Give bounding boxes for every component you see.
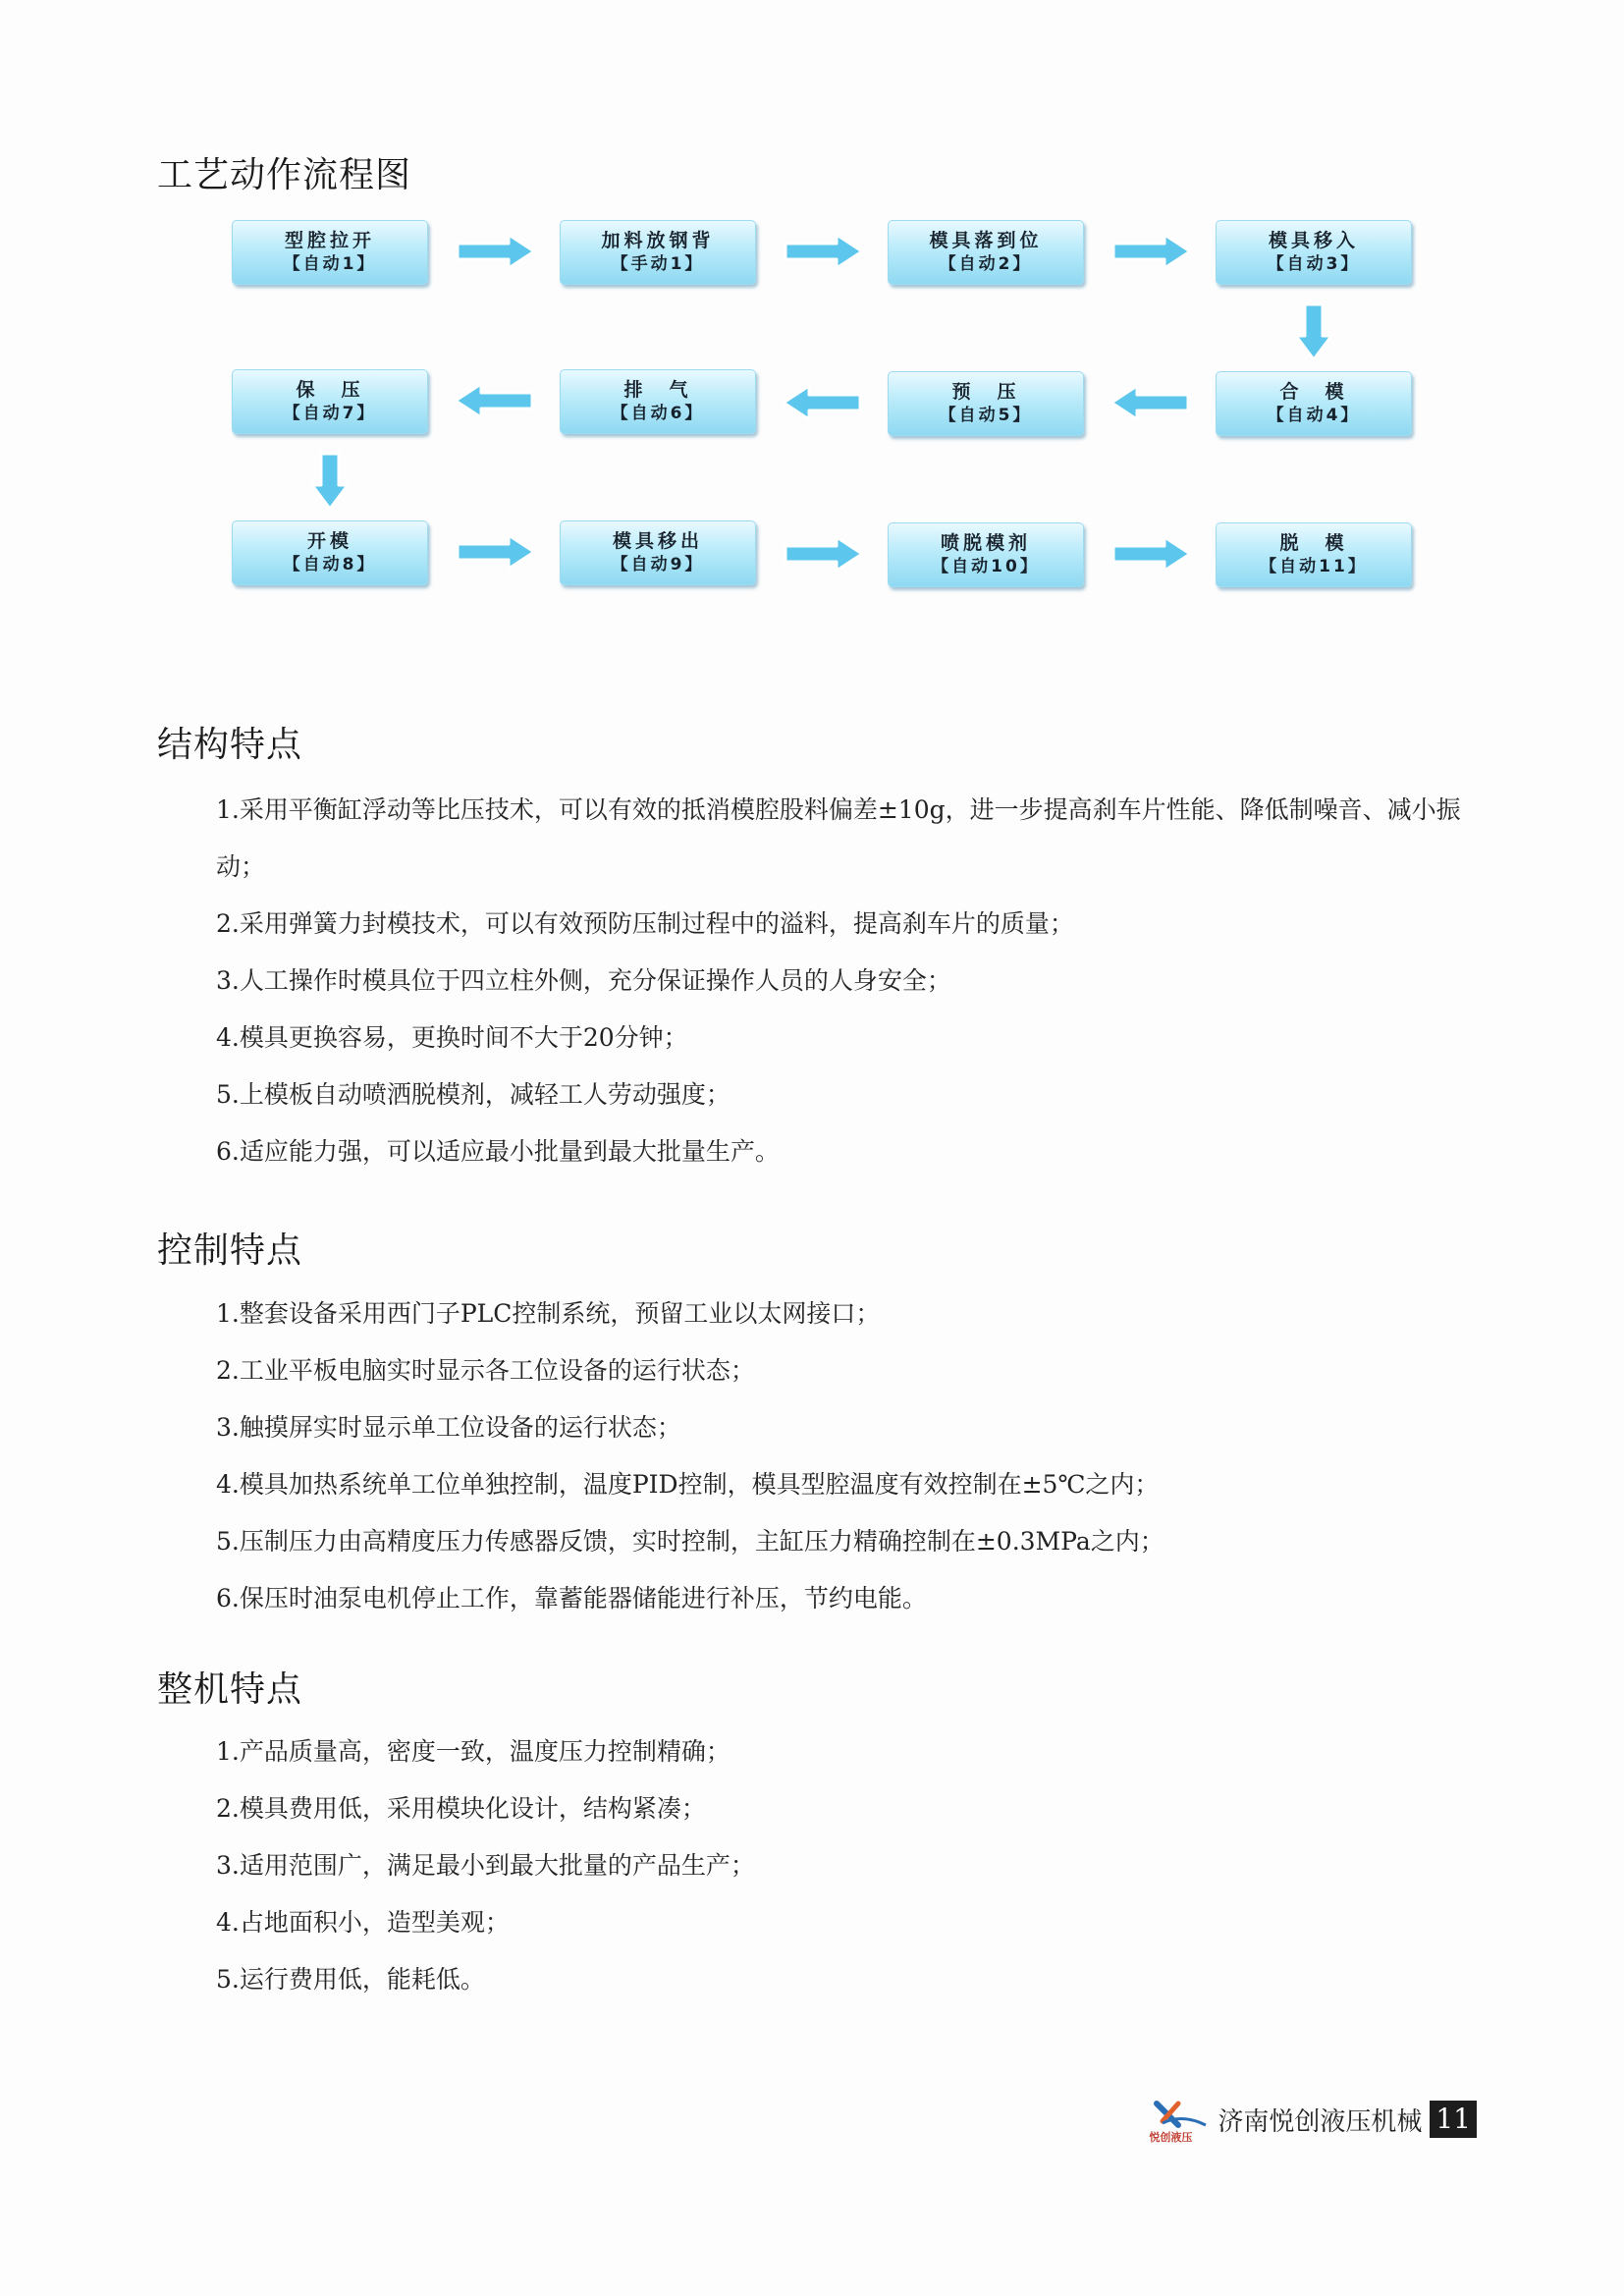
flow-step-4: 模具移入 【自动3】 [1216,220,1412,285]
flow-step-1: 型腔拉开 【自动1】 [232,220,428,285]
list-item: 1.采用平衡缸浮动等比压技术，可以有效的抵消模腔股料偏差±10g，进一步提高刹车片性能、降低制噪音、减小振动； [216,795,1461,881]
machine-list [216,1723,755,2008]
arrow-right-icon [780,534,866,574]
list-item: 3.适用范围广，满足最小到最大批量的产品生产； [216,1851,755,1880]
list-item: 6.保压时油泵电机停止工作，靠蓄能器储能进行补压，节约电能。 [216,1584,927,1613]
machine-heading: 整机特点 [157,1669,303,1710]
list-item: 6.适应能力强，可以适应最小批量到最大批量生产。 [216,1137,780,1166]
flow-step-6: 预 压 【自动5】 [888,371,1084,436]
list-item: 2.工业平板电脑实时显示各工位设备的运行状态； [216,1356,755,1385]
list-item: 2.采用弹簧力封模技术，可以有效预防压制过程中的溢料，提高刹车片的质量； [216,909,1074,938]
list-item: 4.模具更换容易，更换时间不大于20分钟； [216,1023,688,1052]
flow-step-9: 开模 【自动8】 [232,520,428,585]
list-item: 3.触摸屏实时显示单工位设备的运行状态； [216,1413,681,1442]
structure-list [216,782,1483,1180]
list-item: 1.整套设备采用西门子PLC控制系统，预留工业以太网接口； [216,1299,881,1328]
list-item: 4.占地面积小，造型美观； [216,1908,510,1937]
list-item: 5.压制压力由高精度压力传感器反馈，实时控制，主缸压力精确控制在±0.3MPa之内； [216,1527,1164,1556]
logo-mark-icon [1149,2100,1210,2133]
page-footer [1149,2100,1477,2144]
company-logo [1149,2100,1210,2144]
flow-step-12: 脱 模 【自动11】 [1216,522,1412,587]
list-item: 4.模具加热系统单工位单独控制，温度PID控制，模具型腔温度有效控制在±5℃之内； [216,1470,1160,1499]
list-item: 3.人工操作时模具位于四立柱外侧，充分保证操作人员的人身安全； [216,966,951,995]
arrow-down-icon [308,450,352,513]
flow-step-2: 加料放钢背 【手动1】 [560,220,756,285]
structure-heading: 结构特点 [157,725,303,765]
arrow-right-icon [1108,232,1194,271]
flow-step-8: 保 压 【自动7】 [232,369,428,434]
arrow-left-icon [1108,383,1194,422]
control-list [216,1285,1164,1627]
page-number: 11 [1430,2101,1477,2138]
arrow-right-icon [452,232,538,271]
list-item: 5.运行费用低，能耗低。 [216,1965,485,1994]
list-item: 1.产品质量高，密度一致，温度压力控制精确； [216,1737,731,1766]
flowchart-title: 工艺动作流程图 [157,155,412,195]
flow-step-10: 模具移出 【自动9】 [560,520,756,585]
flow-step-3: 模具落到位 【自动2】 [888,220,1084,285]
process-flowchart [232,220,1410,587]
list-item: 2.模具费用低，采用模块化设计，结构紧凑； [216,1794,706,1823]
arrow-down-icon [1292,301,1335,363]
flow-step-5: 合 模 【自动4】 [1216,371,1412,436]
arrow-right-icon [452,532,538,572]
arrow-right-icon [1108,534,1194,574]
arrow-left-icon [452,381,538,420]
list-item: 5.上模板自动喷洒脱模剂，减轻工人劳动强度； [216,1080,731,1109]
arrow-right-icon [780,232,866,271]
flow-step-7: 排 气 【自动6】 [560,369,756,434]
control-heading: 控制特点 [157,1230,303,1271]
company-name: 济南悦创液压机械 [1218,2106,1423,2137]
flow-step-11: 喷脱模剂 【自动10】 [888,522,1084,587]
logo-text: 悦创液压 [1149,2131,1193,2144]
arrow-left-icon [780,383,866,422]
